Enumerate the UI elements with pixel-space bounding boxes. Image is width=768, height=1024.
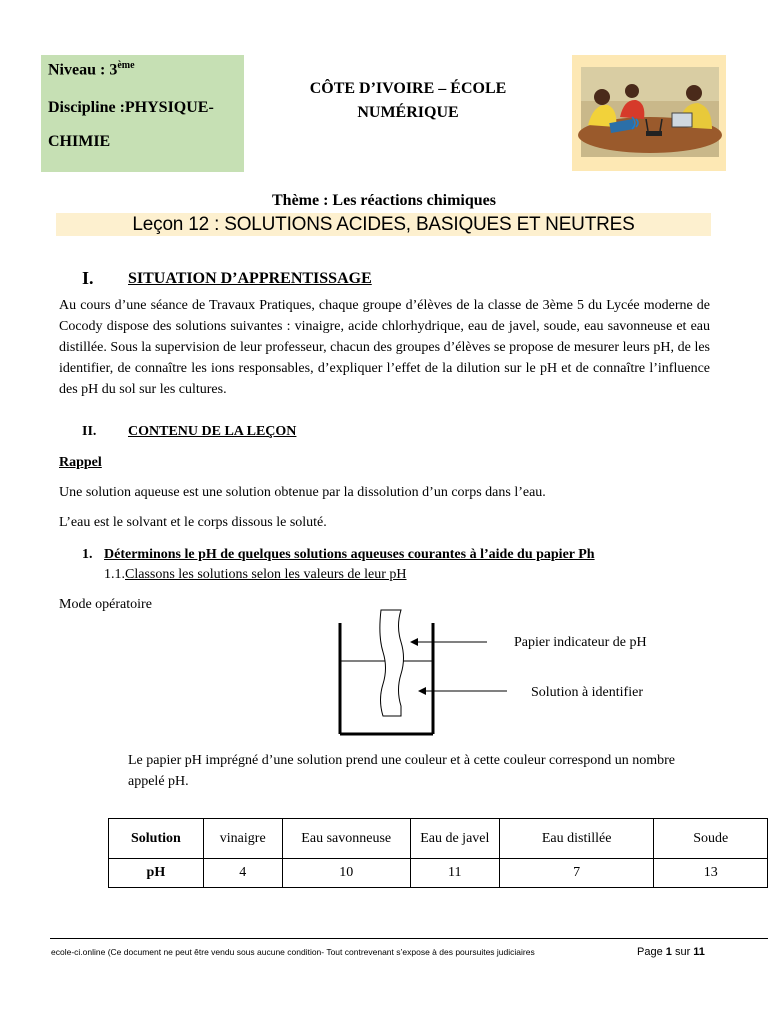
- page-current: 1: [665, 946, 672, 958]
- country-line2: NUMÉRIQUE: [357, 104, 459, 121]
- table-cell: Eau savonneuse: [282, 819, 410, 859]
- table-cell: 13: [654, 859, 768, 888]
- footer-divider: [50, 938, 768, 939]
- section2-number: II.: [82, 424, 97, 439]
- table-cell: Eau distillée: [499, 819, 654, 859]
- logo-image: [572, 55, 726, 171]
- students-with-laptops-illustration: [572, 55, 726, 171]
- country-line1: CÔTE D’IVOIRE – ÉCOLE: [309, 80, 507, 97]
- discipline-line2: CHIMIE: [48, 133, 111, 151]
- table-row-solutions: [109, 819, 768, 859]
- page-total: 11: [693, 946, 705, 958]
- situation-paragraph: Au cours d’une séance de Travaux Pratiques, chaque groupe d’élèves de la classe de 3ème 5 du Lycée moderne de Cocody dispose des solutions suivantes : vinaigre, acide chlorhydrique, eau de javel, soude, eau savonneuse et eau distillée. Sous la supervision de leur professeur, chacun des groupes d’élèves se propose de mesurer leurs pH, de les identifier, de connaître les ions responsables, d’expliquer l’effet de la dilution sur le pH et de connaître l’influence des pH du sol sur les cultures.: [59, 298, 710, 397]
- table-row-ph: [109, 859, 768, 888]
- item1-number: 1.: [82, 547, 93, 562]
- table-header-solution: Solution: [109, 819, 204, 859]
- table-cell: Soude: [654, 819, 768, 859]
- label-ph-paper: Papier indicateur de pH: [514, 635, 647, 650]
- theme-heading: Thème : Les réactions chimiques: [272, 192, 496, 209]
- lesson-title: Leçon 12 : SOLUTIONS ACIDES, BASIQUES ET NEUTRES: [56, 213, 711, 236]
- level-superscript: ème: [117, 60, 135, 71]
- table-cell: 10: [282, 859, 410, 888]
- arrow-to-solution: [418, 687, 507, 695]
- item1-1-number: 1.1.: [104, 567, 125, 582]
- section1-title: SITUATION D’APPRENTISSAGE: [128, 270, 372, 287]
- table-cell: vinaigre: [203, 819, 282, 859]
- table-cell: 11: [410, 859, 499, 888]
- table-cell: Eau de javel: [410, 819, 499, 859]
- item1-1-subtitle: [104, 567, 407, 583]
- section2-title: CONTENU DE LA LEÇON: [128, 424, 297, 439]
- level-text: Niveau : 3: [48, 61, 118, 79]
- school-header: [260, 77, 556, 125]
- level-discipline-box: [41, 55, 244, 172]
- mode-operatoire-label: Mode opératoire: [59, 597, 152, 612]
- rappel-definition-2: L’eau est le solvant et le corps dissous le soluté.: [59, 515, 327, 530]
- table-header-ph: pH: [109, 859, 204, 888]
- rappel-definition-1: Une solution aqueuse est une solution obtenue par la dissolution d’un corps dans l’eau.: [59, 485, 546, 500]
- beaker-diagram: [330, 608, 510, 738]
- rappel-heading: Rappel: [59, 455, 102, 470]
- item1-1-title: Classons les solutions selon les valeurs de leur pH: [125, 567, 407, 582]
- page-sep: sur: [674, 946, 691, 958]
- ph-table: [108, 818, 768, 888]
- ph-explanation: Le papier pH imprégné d’une solution prend une couleur et à cette couleur correspond un nombre appelé pH.: [128, 753, 675, 789]
- table-cell: 4: [203, 859, 282, 888]
- label-solution: Solution à identifier: [531, 685, 643, 700]
- page-label: Page: [637, 946, 663, 958]
- discipline-line1: Discipline :PHYSIQUE-: [48, 99, 214, 117]
- table-cell: 7: [499, 859, 654, 888]
- item1-title: Déterminons le pH de quelques solutions aqueuses courantes à l’aide du papier Ph: [104, 547, 595, 562]
- section1-number: I.: [82, 268, 94, 288]
- ph-paper-strip: [380, 610, 404, 716]
- level-line: [48, 56, 244, 80]
- footer-notice: ecole-ci.online (Ce document ne peut être vendu sous aucune condition- Tout contrevenant s’expose à des poursuites judiciaires: [51, 947, 535, 957]
- page-indicator: [637, 946, 705, 958]
- arrow-to-paper: [410, 638, 487, 646]
